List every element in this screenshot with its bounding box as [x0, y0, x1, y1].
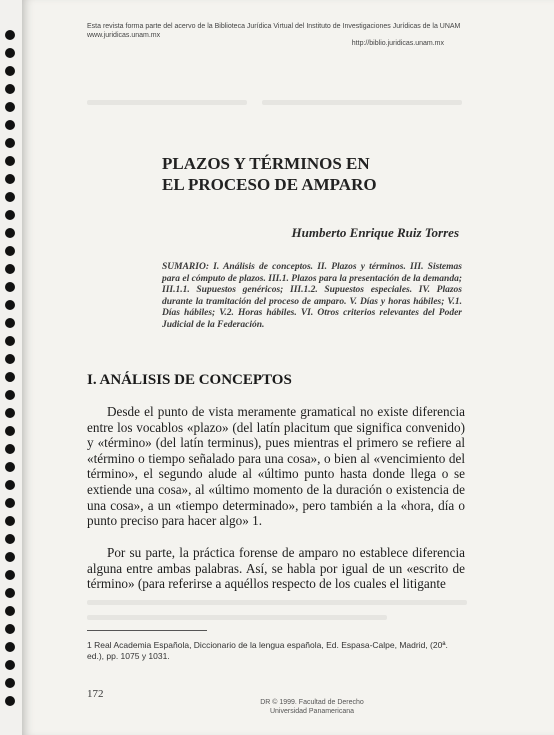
- binding-ring: [5, 228, 15, 238]
- binding-ring: [5, 624, 15, 634]
- binding-ring: [5, 102, 15, 112]
- binding-ring: [5, 264, 15, 274]
- binding-ring: [5, 372, 15, 382]
- binding-ring: [5, 66, 15, 76]
- footnote-divider: [87, 630, 207, 631]
- binding-ring: [5, 318, 15, 328]
- binding-ring: [5, 480, 15, 490]
- copyright-notice: [212, 698, 412, 716]
- binding-ring: [5, 426, 15, 436]
- binding-ring: [5, 156, 15, 166]
- article-title: [162, 153, 377, 195]
- article-author: Humberto Enrique Ruiz Torres: [291, 225, 459, 240]
- header-right-url[interactable]: http://biblio.juridicas.unam.mx: [351, 40, 444, 47]
- binding-ring: [5, 516, 15, 526]
- bleed-through-text: [87, 600, 467, 605]
- body-paragraph-2: Por su parte, la práctica forense de amparo no establece diferencia alguna entre ambas palabras. Así, se habla por igual de un «escrito de término» (para referirse a aquéllos respecto de los cuales el litigante: [87, 545, 465, 592]
- binding-ring: [5, 444, 15, 454]
- bleed-through-text: [87, 615, 387, 620]
- copyright-line-1: DR © 1999. Facultad de Derecho: [260, 699, 364, 706]
- binding-ring: [5, 390, 15, 400]
- bleed-through-text: [262, 100, 462, 105]
- binding-ring: [5, 282, 15, 292]
- document-page: [22, 0, 554, 735]
- binding-ring: [5, 300, 15, 310]
- footnote: 1 Real Academia Española, Diccionario de la lengua española, Ed. Espasa-Calpe, Madrid, (20ª. ed.), pp. 1075 y 1031.: [87, 640, 448, 661]
- article-summary: SUMARIO: I. Análisis de conceptos. II. Plazos y términos. III. Sistemas para el cómputo de plazos. III.1. Plazos para la presentación de la demanda; III.1.1. Supuestos genéricos; III.1.2. Supuestos especiales. IV. Plazos durante la tramitación del proceso de amparo. V. Días y horas hábiles; V.1. Días hábiles; V.2. Horas hábiles. VI. Otros criterios relevantes del Poder Judicial de la Federación.: [162, 262, 462, 330]
- binding-ring: [5, 678, 15, 688]
- copyright-line-2: Universidad Panamericana: [269, 708, 355, 715]
- title-line-2: EL PROCESO DE AMPARO: [162, 175, 377, 194]
- header-notice: Esta revista forma parte del acervo de la Biblioteca Jurídica Virtual del Instituto de Investigaciones Jurídicas de la UNAM: [87, 23, 461, 30]
- header-left-url[interactable]: www.juridicas.unam.mx: [87, 32, 161, 39]
- binding-ring: [5, 30, 15, 40]
- binding-ring: [5, 174, 15, 184]
- binding-ring: [5, 642, 15, 652]
- binding-ring: [5, 120, 15, 130]
- binding-ring: [5, 210, 15, 220]
- binding-ring: [5, 462, 15, 472]
- binding-ring: [5, 588, 15, 598]
- section-heading: I. ANÁLISIS DE CONCEPTOS: [87, 372, 292, 388]
- page-number: 172: [87, 688, 104, 700]
- binding-ring: [5, 246, 15, 256]
- binding-ring: [5, 552, 15, 562]
- binding-ring: [5, 534, 15, 544]
- spiral-binding: [0, 0, 22, 735]
- body-paragraph-1: Desde el punto de vista meramente gramatical no existe diferencia entre los vocablos «plazo» (del latín placitum que significa convenido) y «término» (del latín terminus), pues mientras el primero se refiere al «término o tiempo señalado para una cosa», o bien al «vencimiento del término», el segundo alude al «último punto hasta donde llega o se extiende una cosa», al «último momento de la duración o existencia de una cosa», a un «tiempo determinado», pero también a la «hora, día o punto preciso para hacer algo» 1.: [87, 404, 465, 529]
- binding-ring: [5, 354, 15, 364]
- binding-ring: [5, 498, 15, 508]
- binding-ring: [5, 138, 15, 148]
- binding-ring: [5, 48, 15, 58]
- binding-ring: [5, 570, 15, 580]
- title-line-1: PLAZOS Y TÉRMINOS EN: [162, 154, 370, 173]
- binding-ring: [5, 192, 15, 202]
- binding-ring: [5, 606, 15, 616]
- binding-ring: [5, 408, 15, 418]
- binding-ring: [5, 84, 15, 94]
- binding-ring: [5, 696, 15, 706]
- binding-ring: [5, 336, 15, 346]
- bleed-through-text: [87, 100, 247, 105]
- binding-ring: [5, 660, 15, 670]
